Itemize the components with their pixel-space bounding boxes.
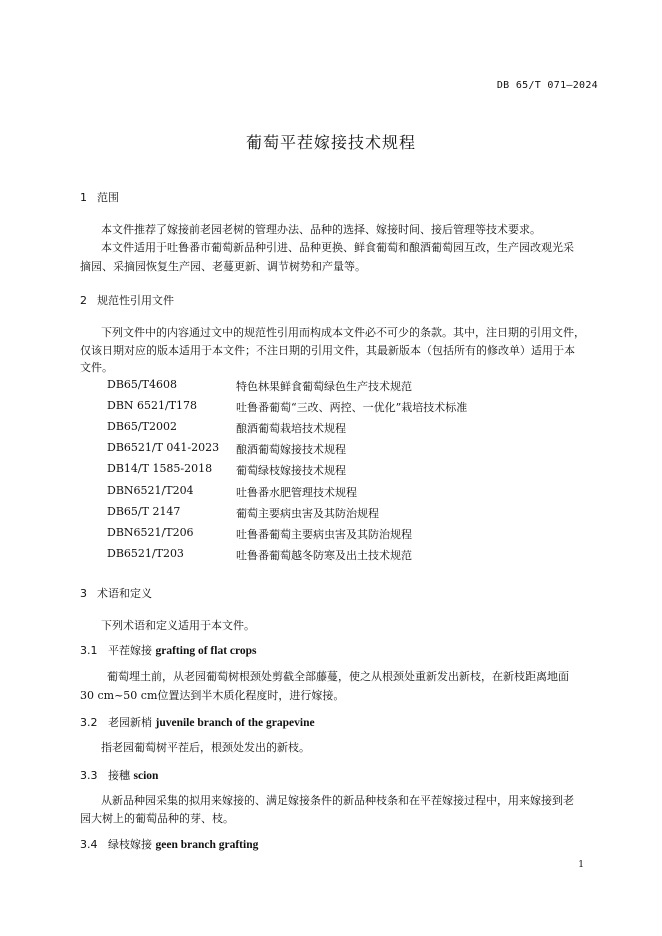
term-english: juvenile branch of the grapevine bbox=[155, 717, 315, 729]
term-3-1-heading bbox=[80, 642, 257, 658]
section-2-paragraph-line-1: 下列文件中的内容通过文中的规范性引用而构成本文件必不可少的条款。其中，注日期的引用文件， bbox=[101, 326, 585, 339]
reference-code: DB65/T4608 bbox=[107, 378, 177, 391]
reference-name: 葡萄绿枝嫁接技术规程 bbox=[236, 464, 346, 477]
term-chinese: 平茬嫁接 bbox=[108, 644, 152, 657]
term-number: 3.3 bbox=[80, 769, 98, 782]
reference-name: 酿酒葡萄嫁接技术规程 bbox=[236, 443, 346, 456]
reference-code: DB6521/T203 bbox=[107, 547, 184, 560]
reference-name: 吐鲁番葡萄越冬防寒及出土技术规范 bbox=[236, 549, 412, 562]
section-title: 范围 bbox=[97, 191, 119, 204]
reference-code: DB65/T2002 bbox=[107, 420, 177, 433]
reference-code: DBN6521/T204 bbox=[107, 484, 194, 497]
term-3-2-definition: 指老园葡萄树平茬后，根颈处发出的新枝。 bbox=[101, 741, 310, 754]
reference-name: 吐鲁番葡萄“三改、两控、一优化”栽培技术标准 bbox=[236, 401, 468, 414]
reference-code: DBN6521/T206 bbox=[107, 526, 194, 539]
term-3-3-definition-line-2: 园大树上的葡萄品种的芽、枝。 bbox=[80, 812, 234, 825]
reference-name: 酿酒葡萄栽培技术规程 bbox=[236, 422, 346, 435]
document-title: 葡萄平茬嫁接技术规程 bbox=[245, 133, 416, 152]
term-3-3-heading bbox=[80, 767, 158, 783]
reference-name: 葡萄主要病虫害及其防治规程 bbox=[236, 507, 379, 520]
term-english: geen branch grafting bbox=[155, 839, 259, 851]
section-number: 2 bbox=[80, 294, 87, 307]
reference-code: DB65/T 2147 bbox=[107, 505, 181, 518]
reference-code: DB14/T 1585-2018 bbox=[107, 462, 213, 475]
term-chinese: 老园新梢 bbox=[108, 716, 152, 729]
section-2-paragraph-line-2: 仅该日期对应的版本适用于本文件；不注日期的引用文件，其最新版本（包括所有的修改单）适用于本 bbox=[80, 344, 575, 357]
page-number: 1 bbox=[578, 860, 584, 870]
term-3-2-heading bbox=[80, 714, 315, 730]
reference-name: 吐鲁番水肥管理技术规程 bbox=[236, 486, 357, 499]
term-3-1-definition-line-1: 葡萄埋土前，从老园葡萄树根颈处剪截全部藤蔓，使之从根颈处重新发出新枝，在新枝距离地面 bbox=[107, 670, 569, 683]
section-2-heading bbox=[80, 292, 174, 308]
section-number: 3 bbox=[80, 587, 87, 600]
section-3-intro: 下列术语和定义适用于本文件。 bbox=[101, 619, 255, 632]
term-3-4-heading bbox=[80, 836, 258, 852]
section-3-heading bbox=[80, 585, 152, 601]
document-number: DB 65/T 071—2024 bbox=[496, 80, 598, 91]
section-1-heading bbox=[80, 189, 119, 205]
reference-name: 吐鲁番葡萄主要病虫害及其防治规程 bbox=[236, 528, 412, 541]
term-3-3-definition-line-1: 从新品种园采集的拟用来嫁接的、满足嫁接条件的新品种枝条和在平茬嫁接过程中，用来嫁接到老 bbox=[101, 794, 574, 807]
term-number: 3.2 bbox=[80, 716, 98, 729]
section-number: 1 bbox=[80, 191, 87, 204]
term-chinese: 接穗 bbox=[108, 769, 130, 782]
term-english: grafting of flat crops bbox=[155, 645, 257, 657]
term-3-1-definition-line-2: 30 cm~50 cm位置达到半木质化程度时，进行嫁接。 bbox=[80, 689, 345, 702]
term-number: 3.1 bbox=[80, 644, 98, 657]
reference-code: DB6521/T 041-2023 bbox=[107, 441, 220, 454]
term-chinese: 绿枝嫁接 bbox=[108, 838, 152, 851]
reference-name: 特色林果鲜食葡萄绿色生产技术规范 bbox=[236, 380, 412, 393]
section-2-paragraph-line-3: 文件。 bbox=[80, 361, 113, 374]
term-english: scion bbox=[133, 770, 159, 782]
reference-code: DBN 6521/T178 bbox=[107, 399, 198, 412]
section-title: 规范性引用文件 bbox=[97, 294, 174, 307]
section-title: 术语和定义 bbox=[97, 587, 152, 600]
section-1-paragraph-2-line-1: 本文件适用于吐鲁番市葡萄新品种引进、品种更换、鲜食葡萄和酿酒葡萄园互改，生产园改观光采 bbox=[101, 241, 574, 254]
section-1-paragraph-2-line-2: 摘园、采摘园恢复生产园、老蔓更新、调节树势和产量等。 bbox=[80, 260, 366, 273]
term-number: 3.4 bbox=[80, 838, 98, 851]
section-1-paragraph-1: 本文件推荐了嫁接前老园老树的管理办法、品种的选择、嫁接时间、接后管理等技术要求。 bbox=[101, 223, 541, 236]
